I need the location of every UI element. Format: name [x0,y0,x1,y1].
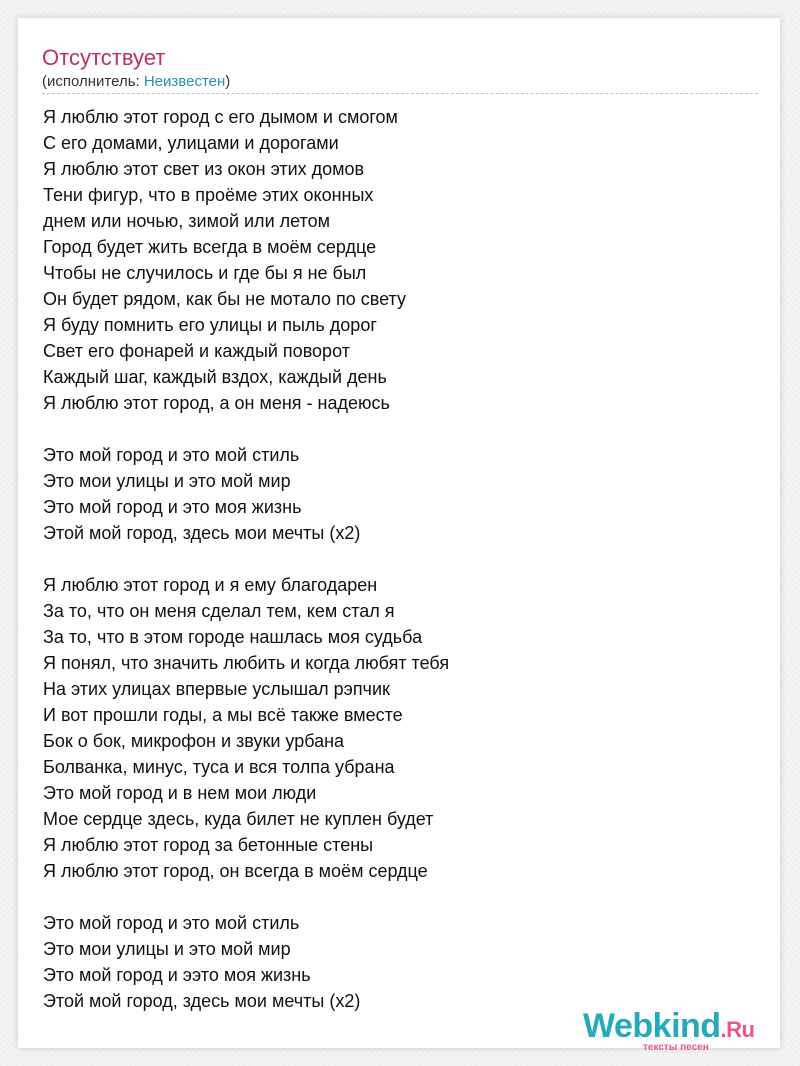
lyrics-line: Болванка, минус, туса и вся толпа убрана [43,757,395,777]
lyrics-line: Это мой город и ээто моя жизнь [43,965,311,985]
lyrics-line: Я люблю этот город, а он меня - надеюсь [43,393,390,413]
lyrics-line: Бок о бок, микрофон и звуки урбана [43,731,345,751]
lyrics-stanza [43,910,763,1014]
lyrics-line: Каждый шаг, каждый вздох, каждый день [43,367,387,387]
artist-link[interactable]: Неизвестен [143,73,226,90]
lyrics-line: На этих улицах впервые услышал рэпчик [43,679,390,699]
logo-name: Webkind [583,1007,721,1045]
lyrics-line: Он будет рядом, как бы не мотало по свету [43,289,406,309]
lyrics-line: Чтобы не случилось и где бы я не был [43,263,367,283]
lyrics-line: Я люблю этот свет из окон этих домов [43,159,365,179]
lyrics-line: Это мой город и это моя жизнь [43,497,302,517]
lyrics-line: днем или ночью, зимой или летом [43,211,330,231]
artist-suffix: ) [225,73,231,90]
lyrics-page [18,18,780,1053]
lyrics-line: Я люблю этот город, он всегда в моём сердце [43,861,428,881]
lyrics-line: Мое сердце здесь, куда билет не куплен будет [43,809,434,829]
song-title: Отсутствует [42,45,166,70]
lyrics-stanza [43,442,763,546]
logo-tagline: тексты песен [643,1042,709,1053]
lyrics-line: Я буду помнить его улицы и пыль дорог [43,315,377,335]
lyrics-stanza [43,104,763,416]
lyrics-line: За то, что в этом городе нашлась моя судьба [43,627,423,647]
lyrics-line: Этой мой город, здесь мои мечты (x2) [43,991,361,1011]
artist-prefix: (исполнитель: [42,73,144,90]
lyrics-line: Это мой город и это мой стиль [43,913,300,933]
lyrics-line: Я понял, что значить любить и когда любят тебя [43,653,450,673]
artist-line [42,72,230,92]
lyrics-line: Я люблю этот город с его дымом и смогом [43,107,398,127]
lyrics-line: С его домами, улицами и дорогами [43,133,339,153]
lyrics-line: За то, что он меня сделал тем, кем стал я [43,601,395,621]
lyrics-line: Это мой город и в нем мои люди [43,783,317,803]
lyrics-line: Свет его фонарей и каждый поворот [43,341,350,361]
lyrics-line: Это мой город и это мой стиль [43,445,300,465]
lyrics-line: Это мои улицы и это мой мир [43,471,291,491]
lyrics-line: Я люблю этот город и я ему благодарен [43,575,378,595]
lyrics-line: Город будет жить всегда в моём сердце [43,237,377,257]
lyrics-text [43,104,763,1040]
lyrics-line: Этой мой город, здесь мои мечты (x2) [43,523,361,543]
lyrics-line: И вот прошли годы, а мы всё также вместе [43,705,403,725]
lyrics-line: Я люблю этот город за бетонные стены [43,835,374,855]
lyrics-line: Это мои улицы и это мой мир [43,939,291,959]
lyrics-stanza [43,572,763,884]
logo-tld: .Ru [720,1017,755,1042]
site-logo[interactable] [583,1008,783,1052]
lyrics-line: Тени фигур, что в проёме этих оконных [43,185,374,205]
divider [42,93,758,94]
